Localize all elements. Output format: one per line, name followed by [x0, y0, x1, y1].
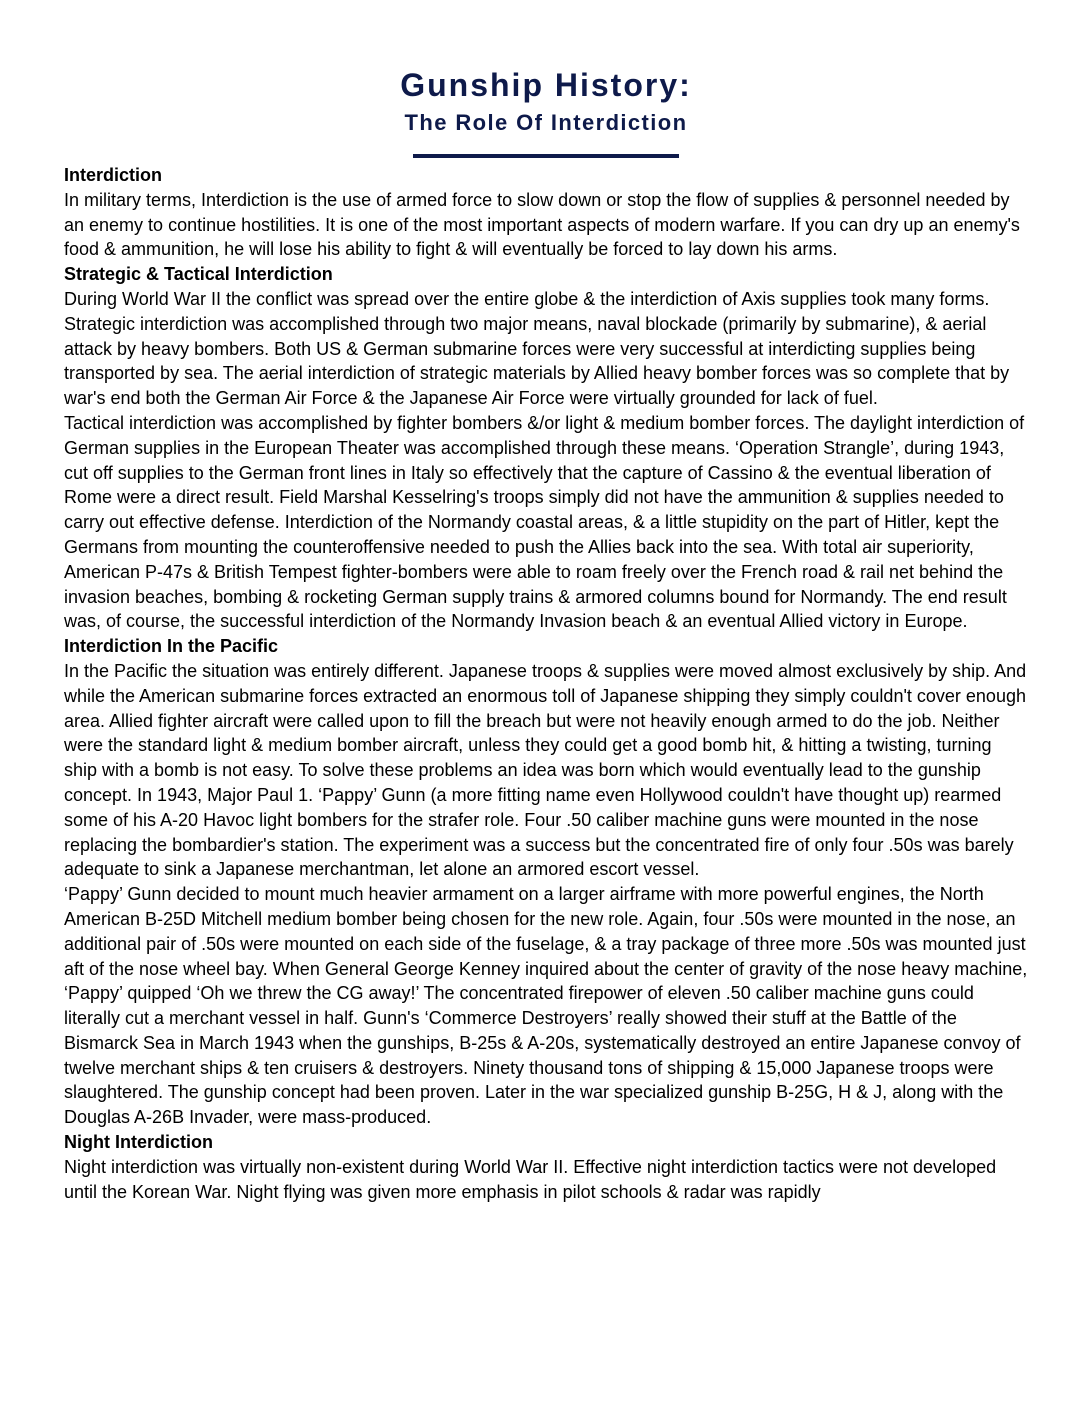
body-paragraph: Night interdiction was virtually non-existent during World War II. Effective night interdiction tactics were not developed until the Korean War. Night flying was given more emphasis in pilot schools & radar was rapidly	[64, 1156, 997, 1202]
section-strategic-tactical-interdiction	[64, 262, 1028, 634]
section-heading: Strategic & Tactical Interdiction	[64, 264, 333, 285]
title-block	[64, 66, 1028, 158]
section-heading: Interdiction In the Pacific	[64, 636, 279, 657]
section-interdiction-in-the-pacific	[64, 634, 1028, 1130]
document-page	[64, 66, 1028, 1204]
body-paragraph: Tactical interdiction was accomplished by fighter bombers &/or light & medium bomber forces. The daylight interdiction of German supplies in the European Theater was accomplished through these means. ‘Operation Strangle’, during 1943, cut off supplies to the German front lines in Italy so effectively that the capture of Cassino & the eventual liberation of Rome were a direct result. Field Marshal Kesselring's troops simply did not have the ammunition & supplies needed to carry out effective defense. Interdiction of the Normandy coastal areas, & a little stupidity on the part of Hitler, kept the Germans from mounting the counteroffensive needed to push the Allies back into the sea. With total air superiority, American P-47s & British Tempest fighter-bombers were able to roam freely over the French road & rail net behind the invasion beaches, bombing & rocketing German supply trains & armored columns bound for Normandy. The end result was, of course, the successful interdiction of the Normandy Invasion beach & an eventual Allied victory in Europe.	[64, 412, 1025, 632]
document-subtitle: The Role Of Interdiction	[404, 110, 688, 135]
document-body	[64, 163, 1028, 1204]
section-heading: Night Interdiction	[64, 1132, 213, 1153]
section-interdiction	[64, 163, 1028, 262]
body-paragraph: In military terms, Interdiction is the use of armed force to slow down or stop the flow of supplies & personnel needed by an enemy to continue hostilities. It is one of the most important aspects of modern warfare. If you can dry up an enemy's food & ammunition, he will lose his ability to fight & will eventually be forced to lay down his arms.	[64, 189, 1020, 260]
body-paragraph: During World War II the conflict was spread over the entire globe & the interdiction of Axis supplies took many forms. Strategic interdiction was accomplished through two major means, naval blockade (primarily by submarine), & aerial attack by heavy bombers. Both US & German submarine forces were very successful at interdicting supplies being transported by sea. The aerial interdiction of strategic materials by Allied heavy bomber forces was so complete that by war's end both the German Air Force & the Japanese Air Force were virtually grounded for lack of fuel.	[64, 288, 1010, 409]
section-night-interdiction	[64, 1130, 1028, 1204]
body-paragraph: ‘Pappy’ Gunn decided to mount much heavier armament on a larger airframe with more powerful engines, the North American B-25D Mitchell medium bomber being chosen for the new role. Again, four .50s were mounted in the nose, an additional pair of .50s were mounted on each side of the fuselage, & a tray package of three more .50s was mounted just aft of the nose wheel bay. When General George Kenney inquired about the center of gravity of the nose heavy machine, ‘Pappy’ quipped ‘Oh we threw the CG away!’ The concentrated firepower of eleven .50 caliber machine guns could literally cut a merchant vessel in half. Gunn's ‘Commerce Destroyers’ really showed their stuff at the Battle of the Bismarck Sea in March 1943 when the gunships, B-25s & A-20s, systematically destroyed an entire Japanese convoy of twelve merchant ships & ten cruisers & destroyers. Ninety thousand tons of shipping & 15,000 Japanese troops were slaughtered. The gunship concept had been proven. Later in the war specialized gunship B-25G, H & J, along with the Douglas A-26B Invader, were mass-produced.	[64, 884, 1028, 1128]
body-paragraph: In the Pacific the situation was entirely different. Japanese troops & supplies were moved almost exclusively by ship. And while the American submarine forces extracted an enormous toll of Japanese shipping they simply couldn't cover enough area. Allied fighter aircraft were called upon to fill the breach but were not heavily enough armed to do the job. Neither were the standard light & medium bomber aircraft, unless they could get a good bomb hit, & hitting a twisting, turning ship with a bomb is not easy. To solve these problems an idea was born which would eventually lead to the gunship concept. In 1943, Major Paul 1. ‘Pappy’ Gunn (a more fitting name even Hollywood couldn't have thought up) rearmed some of his A-20 Havoc light bombers for the strafer role. Four .50 caliber machine guns were mounted in the nose replacing the bombardier's station. The experiment was a success but the concentrated fire of only four .50s was barely adequate to sink a Japanese merchantman, let alone an armored escort vessel.	[64, 660, 1027, 880]
document-title: Gunship History:	[400, 67, 692, 103]
section-heading: Interdiction	[64, 165, 162, 185]
title-divider	[413, 154, 679, 158]
